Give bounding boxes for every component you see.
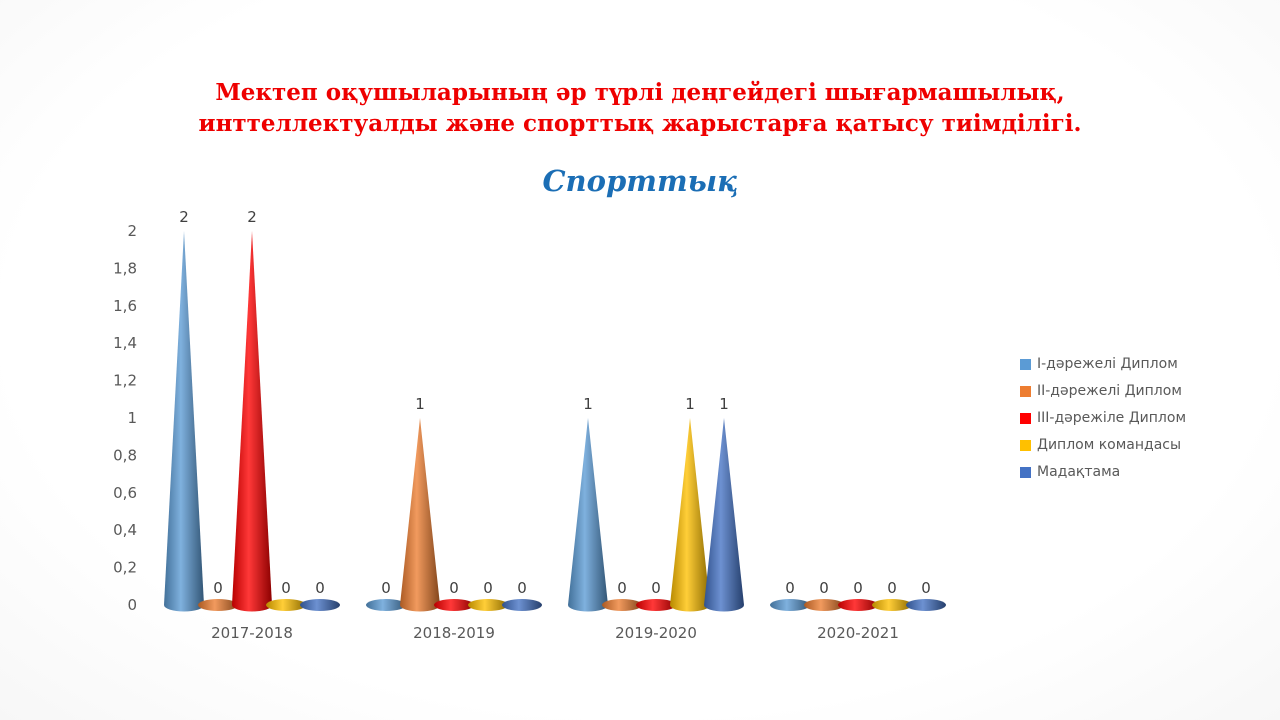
legend-swatch-icon xyxy=(1020,413,1031,424)
data-label: 0 xyxy=(853,579,863,597)
legend-item-1 xyxy=(1020,357,1270,371)
zero-marker-5-2018-2019 xyxy=(502,599,542,611)
cone-3-2017-2018 xyxy=(232,231,272,612)
data-label: 0 xyxy=(483,579,493,597)
data-label: 0 xyxy=(449,579,459,597)
y-tick-label: 0 xyxy=(127,596,137,614)
y-tick-label: 1,8 xyxy=(113,259,137,278)
category-label: 2020-2021 xyxy=(817,624,899,642)
y-tick-label: 1,4 xyxy=(113,334,137,353)
legend-swatch-icon xyxy=(1020,440,1031,451)
legend-label: Мадақтама xyxy=(1037,464,1121,480)
y-tick-label: 0,2 xyxy=(113,558,137,577)
data-label: 0 xyxy=(819,579,829,597)
legend-label: І-дәрежелі Диплом xyxy=(1037,356,1178,372)
cone-5-2019-2020 xyxy=(704,418,744,612)
cone-2-2018-2019 xyxy=(400,418,440,612)
data-label: 0 xyxy=(213,579,223,597)
y-tick-label: 2 xyxy=(127,222,137,240)
y-tick-label: 1,2 xyxy=(113,371,137,390)
data-label: 1 xyxy=(583,395,593,413)
data-label: 1 xyxy=(685,395,695,413)
data-label: 1 xyxy=(719,395,729,413)
data-label: 0 xyxy=(281,579,291,597)
legend-label: Диплом командасы xyxy=(1037,437,1182,453)
data-label: 0 xyxy=(381,579,391,597)
legend-item-5 xyxy=(1020,465,1270,479)
legend-swatch-icon xyxy=(1020,359,1031,370)
y-tick-label: 0,4 xyxy=(113,521,137,540)
category-label: 2017-2018 xyxy=(211,624,293,642)
legend-label: ІІ-дәрежелі Диплом xyxy=(1037,383,1182,399)
data-label: 2 xyxy=(179,208,189,226)
cone-1-2017-2018 xyxy=(164,231,204,612)
legend-item-2 xyxy=(1020,384,1270,398)
data-label: 1 xyxy=(415,395,425,413)
cone-4-2019-2020 xyxy=(670,418,710,612)
data-label: 0 xyxy=(887,579,897,597)
data-label: 0 xyxy=(517,579,527,597)
data-label: 0 xyxy=(785,579,795,597)
y-tick-label: 1,6 xyxy=(113,296,137,315)
chart-legend xyxy=(1020,357,1270,479)
data-label: 0 xyxy=(651,579,661,597)
data-label: 0 xyxy=(921,579,931,597)
zero-marker-5-2017-2018 xyxy=(300,599,340,611)
y-tick-label: 1 xyxy=(127,409,137,427)
data-label: 2 xyxy=(247,208,257,226)
chart-subtitle: Спорттық xyxy=(542,164,738,198)
data-label: 0 xyxy=(315,579,325,597)
legend-item-4 xyxy=(1020,438,1270,452)
data-label: 0 xyxy=(617,579,627,597)
zero-marker-5-2020-2021 xyxy=(906,599,946,611)
legend-swatch-icon xyxy=(1020,467,1031,478)
legend-swatch-icon xyxy=(1020,386,1031,397)
y-tick-label: 0,6 xyxy=(113,483,137,502)
category-label: 2018-2019 xyxy=(413,624,495,642)
legend-label: ІІІ-дәрежіле Диплом xyxy=(1037,410,1187,426)
category-label: 2019-2020 xyxy=(615,624,697,642)
y-tick-label: 0,8 xyxy=(113,446,137,465)
page-title: Мектеп оқушыларының әр түрлі деңгейдегі шығармашылық, инттеллектуалды және спорттық жарыстарға қатысу тиімділігі. xyxy=(198,79,1082,137)
legend-item-3 xyxy=(1020,411,1270,425)
cone-1-2019-2020 xyxy=(568,418,608,612)
